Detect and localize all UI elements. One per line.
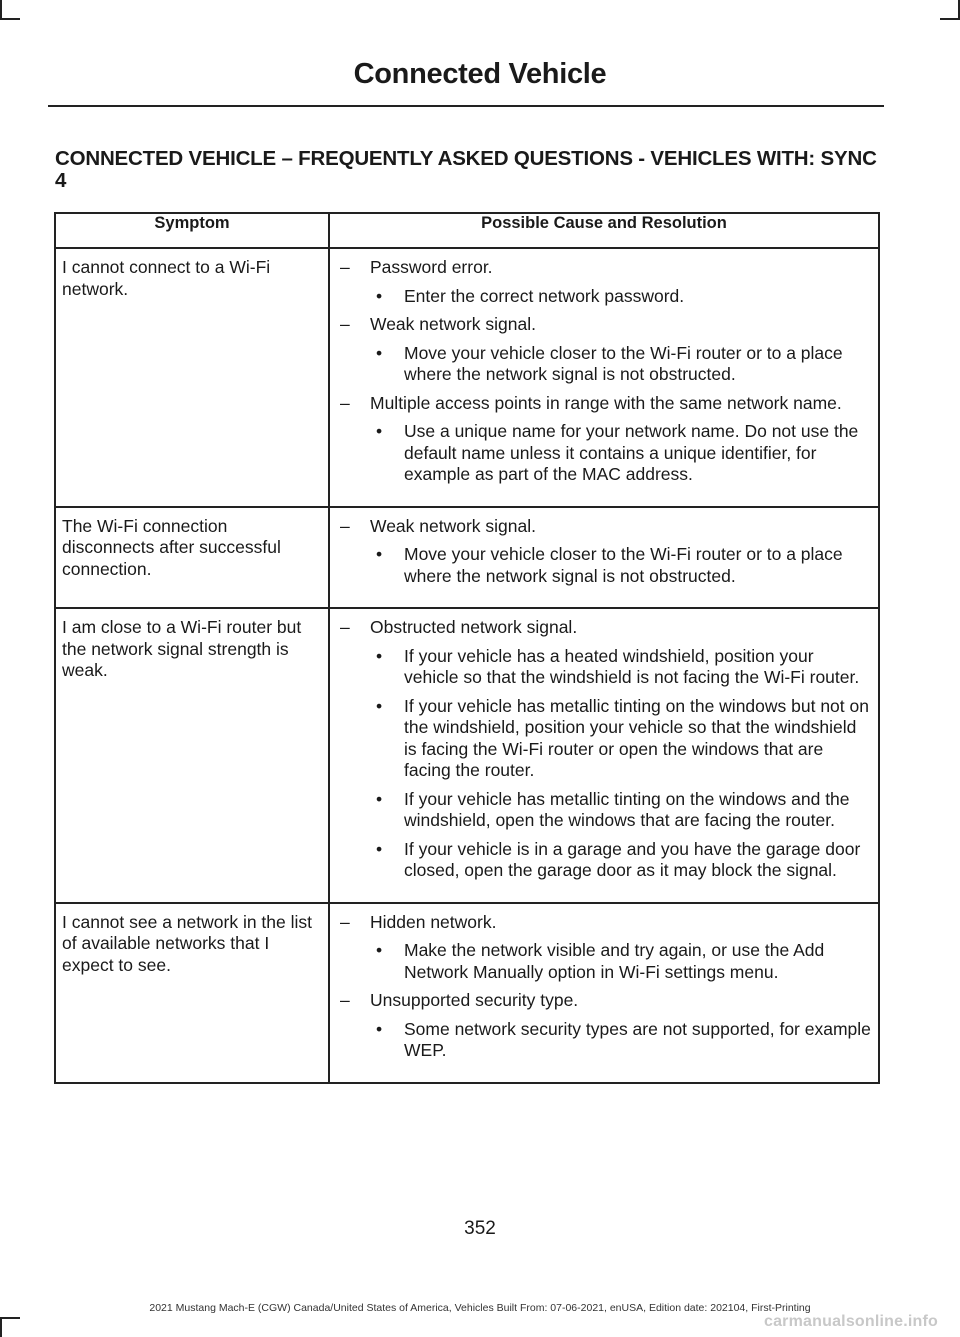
action-item: [370, 646, 872, 689]
faq-table-body: [55, 248, 879, 1083]
section-heading: CONNECTED VEHICLE – FREQUENTLY ASKED QUESTIONS - VEHICLES WITH: SYNC 4: [55, 147, 877, 192]
bullet-marker: •: [376, 695, 383, 716]
symptom-cell: I cannot connect to a Wi-Fi network.: [55, 248, 329, 507]
action-text: If your vehicle has metallic tinting on the windows and the windshield, open the windows that are facing the router.: [404, 788, 850, 830]
bullet-marker: •: [376, 285, 383, 306]
bullet-marker: •: [376, 838, 383, 859]
cause-item: [330, 912, 872, 984]
bullet-marker: •: [376, 544, 383, 564]
cause-body: [370, 990, 872, 1062]
cause-text: Obstructed network signal.: [370, 617, 578, 637]
table-row: [55, 248, 879, 507]
crop-mark: [0, 18, 20, 20]
symptom-cell: I am close to a Wi-Fi router but the network signal strength is weak.: [55, 608, 329, 903]
crop-mark: [940, 18, 960, 20]
cause-body: [370, 516, 872, 588]
bullet-marker: •: [376, 421, 383, 441]
cause-text: Multiple access points in range with the same network name.: [370, 392, 842, 413]
resolution-cell: [329, 507, 879, 609]
cause-text: Hidden network.: [370, 911, 497, 932]
action-item: [370, 1019, 872, 1062]
action-item: [370, 789, 872, 832]
dash-marker: –: [340, 990, 350, 1010]
cause-item: [330, 257, 872, 307]
table-row: [55, 507, 879, 609]
column-header-resolution: Possible Cause and Resolution: [329, 213, 879, 248]
dash-marker: –: [340, 911, 350, 932]
crop-mark: [0, 0, 2, 20]
cause-text: Weak network signal.: [370, 314, 537, 334]
action-text: Move your vehicle closer to the Wi-Fi router or to a place where the network signal is not obstructed.: [404, 544, 843, 586]
cause-item: [330, 516, 872, 588]
cause-item: [330, 617, 872, 882]
symptom-cell: The Wi-Fi connection disconnects after successful connection.: [55, 507, 329, 609]
dash-marker: –: [340, 617, 350, 637]
action-text: If your vehicle has a heated windshield, position your vehicle so that the windshield is not facing the Wi-Fi router.: [404, 645, 860, 687]
column-header-symptom: Symptom: [55, 213, 329, 248]
cause-body: [370, 393, 872, 486]
cause-item: [330, 314, 872, 386]
action-text: Move your vehicle closer to the Wi-Fi router or to a place where the network signal is not obstructed.: [404, 342, 843, 384]
cause-body: [370, 314, 872, 386]
action-text: If your vehicle is in a garage and you have the garage door closed, open the garage door as it may block the signal.: [404, 838, 861, 880]
page-header-title: Connected Vehicle: [353, 58, 607, 90]
cause-text: Weak network signal.: [370, 515, 537, 536]
page-number: 352: [464, 1218, 496, 1239]
dash-marker: –: [340, 314, 350, 334]
resolution-cell: [329, 248, 879, 507]
action-item: [370, 940, 872, 983]
dash-marker: –: [340, 515, 350, 536]
bullet-marker: •: [376, 342, 383, 363]
dash-marker: –: [340, 392, 350, 413]
bullet-marker: •: [376, 940, 383, 960]
resolution-cell: [329, 903, 879, 1083]
cause-text: Password error.: [370, 257, 493, 277]
action-item: [370, 696, 872, 782]
action-text: If your vehicle has metallic tinting on the windows but not on the windshield, position your vehicle so that the windshield is facing the Wi-Fi router or open the windows that are facing the router.: [404, 695, 869, 780]
action-text: Some network security types are not supported, for example WEP.: [404, 1018, 871, 1060]
table-row: [55, 608, 879, 903]
action-text: Make the network visible and try again, or use the Add Network Manually option in Wi-Fi settings menu.: [404, 940, 825, 982]
action-item: [370, 839, 872, 882]
cause-item: [330, 990, 872, 1062]
cause-body: [370, 257, 872, 307]
action-item: [370, 286, 872, 308]
symptom-cell: I cannot see a network in the list of available networks that I expect to see.: [55, 903, 329, 1083]
faq-table: [54, 212, 880, 1084]
bullet-marker: •: [376, 1018, 383, 1039]
action-text: Use a unique name for your network name. Do not use the default name unless it contains a unique identifier, for example as part of the MAC address.: [404, 421, 859, 484]
page-footer: 2021 Mustang Mach-E (CGW) Canada/United States of America, Vehicles Built From: 07-06-2021, enUSA, Edition date: 202104, First-Printing: [149, 1302, 811, 1314]
dash-marker: –: [340, 257, 350, 277]
header-divider: [48, 105, 884, 107]
cause-body: [370, 912, 872, 984]
action-item: [370, 343, 872, 386]
table-header-row: [55, 213, 879, 248]
action-item: [370, 544, 872, 587]
cause-text: Unsupported security type.: [370, 990, 579, 1010]
action-item: [370, 421, 872, 486]
crop-mark: [0, 1317, 20, 1319]
bullet-marker: •: [376, 788, 383, 809]
action-text: Enter the correct network password.: [404, 285, 685, 306]
cause-body: [370, 617, 872, 882]
crop-mark: [0, 1317, 2, 1337]
resolution-cell: [329, 608, 879, 903]
bullet-marker: •: [376, 645, 383, 666]
cause-item: [330, 393, 872, 486]
table-row: [55, 903, 879, 1083]
watermark: carmanualsonline.info: [763, 1313, 938, 1330]
